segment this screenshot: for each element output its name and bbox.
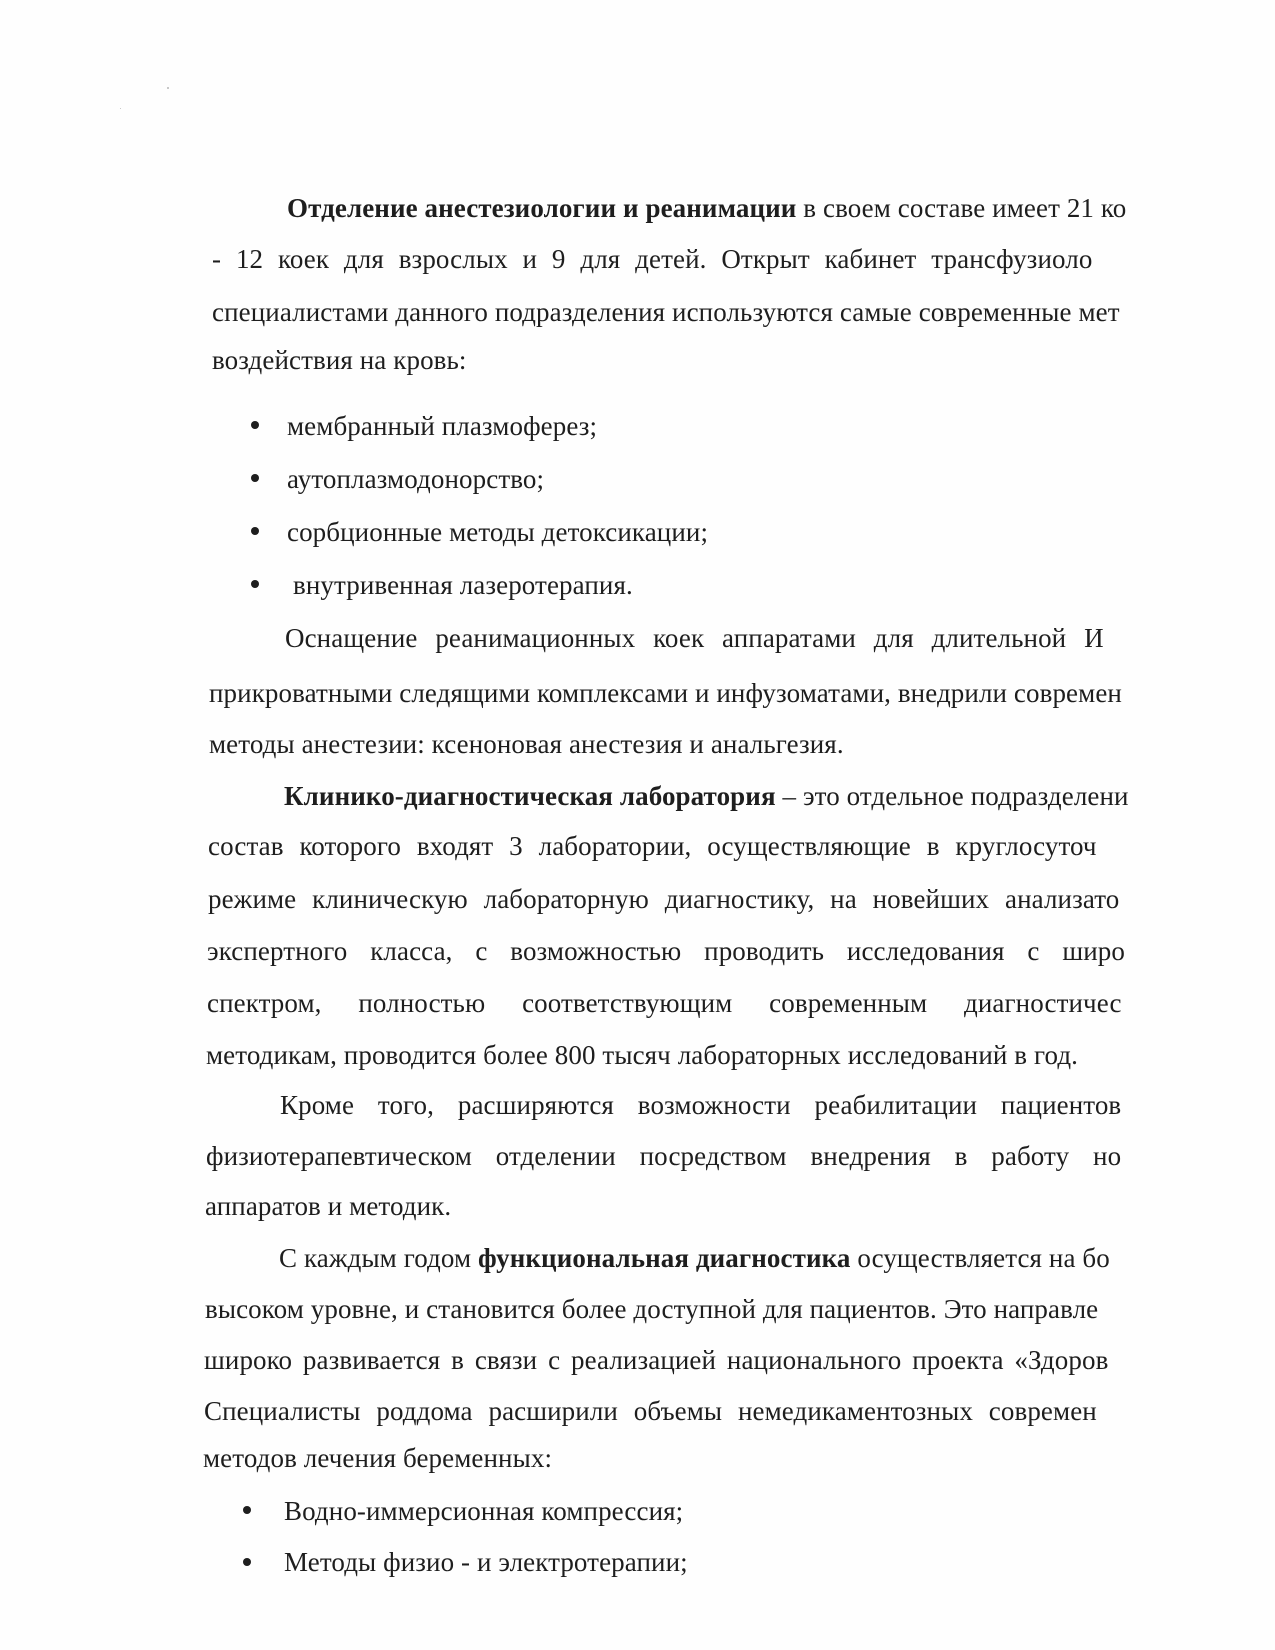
p4-line-1: Кроме того, расширяются возможности реабилитации пациентов (280, 1090, 1122, 1120)
list1-item: внутривенная лазеротерапия. (293, 570, 633, 600)
p5-line-1: С каждым годом функциональная диагностика осуществляется на бо (279, 1243, 1110, 1273)
bullet-icon (243, 1506, 251, 1514)
p5-line-3: широко развивается в связи с реализацией национального проекта «Здоров (204, 1345, 1109, 1375)
bullet-icon (251, 421, 259, 429)
scan-speck (120, 108, 121, 109)
p1-line-3: специалистами данного подразделения используются самые современные мет (212, 297, 1120, 327)
p1-line-4: воздействия на кровь: (212, 345, 467, 375)
p5-line-2: высоком уровне, и становится более доступной для пациентов. Это направле (205, 1294, 1099, 1324)
p3-line-3: режиме клиническую лабораторную диагностику, на новейших анализато (208, 884, 1120, 914)
section-title-anesthesiology: Отделение анестезиологии и реанимации (287, 193, 797, 223)
p1-line-1: Отделение анестезиологии и реанимации в своем составе имеет 21 ко (287, 193, 1127, 223)
p3-line-2: состав которого входят 3 лаборатории, осуществляющие в круглосуточ (208, 831, 1097, 861)
p5-line-4: Специалисты роддома расширили объемы немедикаментозных современ (204, 1396, 1097, 1426)
list1-item: аутоплазмодонорство; (287, 464, 545, 494)
p4-line-2: физиотерапевтическом отделении посредством внедрения в работу но (206, 1141, 1122, 1171)
scan-speck (167, 87, 169, 89)
section-title-diagnostics: функциональная диагностика (478, 1243, 851, 1273)
p2-line-1: Оснащение реанимационных коек аппаратами для длительной И (285, 623, 1104, 653)
p4-line-3: аппаратов и методик. (205, 1191, 452, 1221)
p2-line-3: методы анестезии: ксеноновая анестезия и анальгезия. (209, 729, 844, 759)
list2-item: Водно-иммерсионная компрессия; (284, 1496, 684, 1526)
p1-line-2: - 12 коек для взрослых и 9 для детей. Открыт кабинет трансфузиоло (212, 244, 1093, 274)
p3-line-1: Клинико-диагностическая лаборатория – это отдельное подразделени (284, 781, 1129, 811)
p3-line-5: спектром, полностью соответствующим современным диагностичес (207, 988, 1122, 1018)
bullet-icon (251, 580, 259, 588)
list1-item: мембранный плазмоферез; (287, 411, 598, 441)
bullet-icon (243, 1558, 251, 1566)
p5-line-5: методов лечения беременных: (203, 1443, 553, 1473)
bullet-icon (251, 474, 259, 482)
section-title-laboratory: Клинико-диагностическая лаборатория (284, 781, 776, 811)
list1-item: сорбционные методы детоксикации; (287, 517, 709, 547)
p3-line-4: экспертного класса, с возможностью проводить исследования с широ (207, 936, 1125, 966)
p2-line-2: прикроватными следящими комплексами и инфузоматами, внедрили современ (209, 678, 1122, 708)
p3-line-6: методикам, проводится более 800 тысяч лабораторных исследований в год. (206, 1040, 1079, 1070)
list2-item: Методы физио - и электротерапии; (284, 1547, 688, 1577)
bullet-icon (251, 527, 259, 535)
